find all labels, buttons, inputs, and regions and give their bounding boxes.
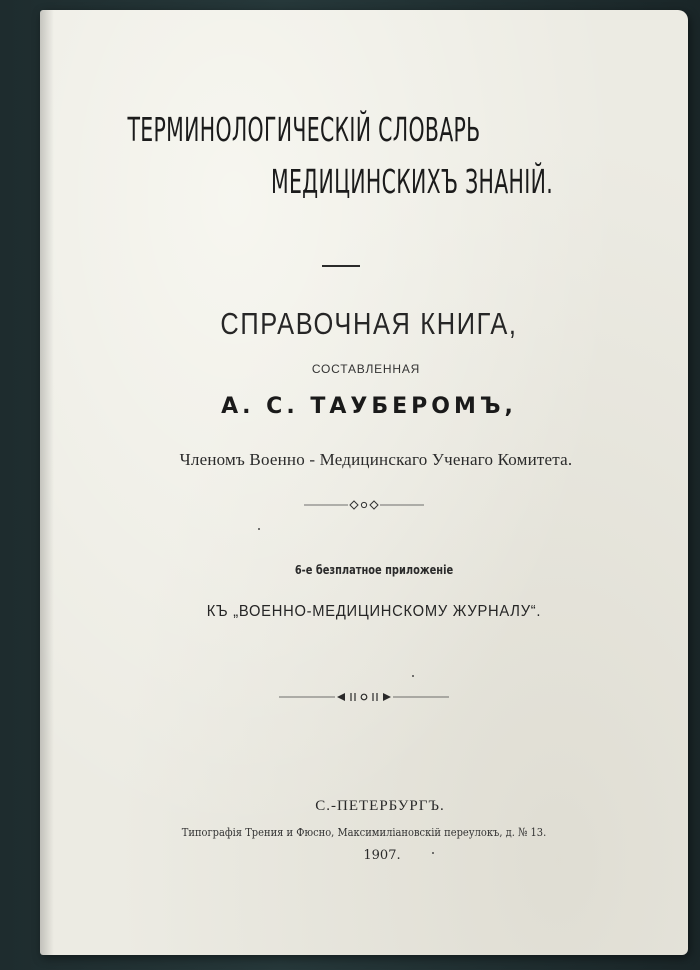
- publication-city: С.-ПЕТЕРБУРГЪ.: [315, 798, 445, 814]
- title-line-2: МЕДИЦИНСКИХЪ ЗНАНІЙ.: [270, 162, 554, 201]
- subtitle: СПРАВОЧНАЯ КНИГА,: [220, 306, 518, 341]
- author-position: Членомъ Военно - Медицинскаго Ученаго Комитета.: [179, 450, 573, 469]
- divider-rule: [322, 265, 360, 267]
- compiled-by-label: СОСТАВЛЕННАЯ: [311, 362, 421, 376]
- title-line-1: ТЕРМИНОЛОГИЧЕСКІЙ СЛОВАРЬ: [127, 110, 481, 149]
- paper-speck: [258, 528, 260, 530]
- title-page: [40, 10, 688, 955]
- page-gutter-shadow: [40, 10, 54, 955]
- publication-year: 1907.: [363, 848, 401, 863]
- journal-name: КЪ „ВОЕННО-МЕДИЦИНСКОМУ ЖУРНАЛУ“.: [206, 603, 542, 620]
- paper-speck: [432, 852, 434, 854]
- ornament-divider-1: [40, 498, 688, 512]
- paper-speck: [412, 675, 414, 677]
- supplement-note: 6-е безплатное приложеніе: [294, 563, 454, 577]
- printer-imprint: Типографія Трения и Фюсно, Максимиліановскій переулокъ, д. № 13.: [181, 825, 547, 839]
- author-name: А. С. ТАУБЕРОМЪ,: [221, 394, 517, 419]
- ornament-divider-2: [40, 690, 688, 704]
